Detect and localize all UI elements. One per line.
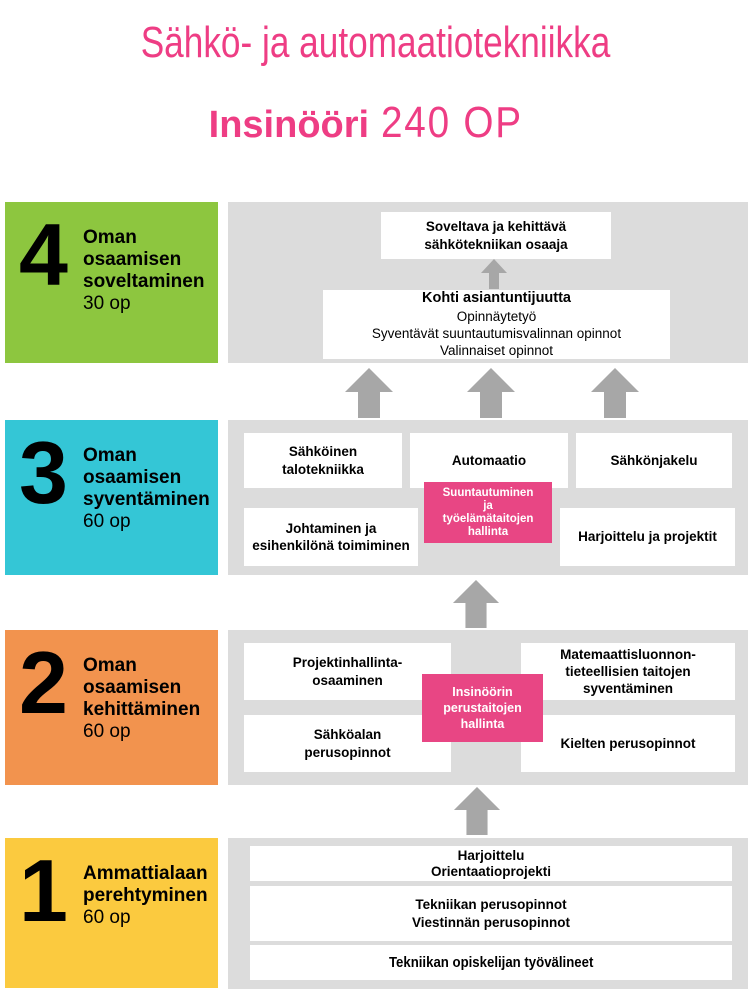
level-2-title: Oman osaamisen kehittäminen 60 op xyxy=(83,655,201,742)
course-box-kielten-perusopinnot: Kielten perusopinnot xyxy=(521,715,735,772)
level-1-title: Ammattialaan perehtyminen 60 op xyxy=(83,863,208,928)
level-4-credits: 30 op xyxy=(83,293,131,314)
level-1-panel xyxy=(228,838,748,989)
level-2-credits: 60 op xyxy=(83,721,131,742)
highlight-box-insinoorin-perustaidot: Insinöörin perustaitojen hallinta xyxy=(422,674,543,742)
course-box-harjoittelu-orientaatio: Harjoittelu Orientaatioprojekti xyxy=(250,846,732,881)
level-4-title: Oman osaamisen soveltaminen 30 op xyxy=(83,227,205,314)
subtitle-degree: Insinööri xyxy=(208,104,370,146)
course-box-sahkonjakelu: Sähkönjakelu xyxy=(576,433,732,488)
level-2-panel xyxy=(228,630,748,785)
up-arrow-icon xyxy=(452,580,500,628)
level-4-block xyxy=(5,202,218,363)
course-box-matemaattisluonnontieteelliset: Matemaattisluonnon- tieteellisien taitojen syventäminen xyxy=(521,643,735,700)
level-2-number: 2 xyxy=(19,633,68,732)
level-3-number: 3 xyxy=(19,423,68,522)
page-title: Sähkö- ja automaatiotekniikka xyxy=(140,18,611,67)
up-arrow-icon xyxy=(345,368,393,418)
level-2-block xyxy=(5,630,218,785)
course-box-sahkoalan-perusopinnot: Sähköalan perusopinnot xyxy=(244,715,451,772)
course-box-sahkoinen-talotekniikka: Sähköinen talotekniikka xyxy=(244,433,402,488)
level-4-number: 4 xyxy=(19,205,68,304)
up-arrow-icon xyxy=(467,368,515,418)
level-3-block xyxy=(5,420,218,575)
course-box-tekniikan-viestinnan: Tekniikan perusopinnot Viestinnän perusopinnot xyxy=(250,886,732,941)
level-1-credits: 60 op xyxy=(83,907,131,928)
level-4-panel xyxy=(228,202,748,363)
up-arrow-icon xyxy=(481,259,507,289)
course-box-johtaminen: Johtaminen ja esihenkilönä toimiminen xyxy=(244,508,418,566)
up-arrow-icon xyxy=(453,787,501,835)
level-1-number: 1 xyxy=(19,841,68,940)
page-subtitle xyxy=(0,98,751,148)
level-3-title: Oman osaamisen syventäminen 60 op xyxy=(83,445,210,532)
course-box-tyovalineet: Tekniikan opiskelijan työvälineet xyxy=(250,945,732,980)
level-1-block xyxy=(5,838,218,988)
course-box-goal: Soveltava ja kehittävä sähkötekniikan osaaja xyxy=(381,212,611,259)
course-box-projektinhallinta: Projektinhallinta- osaaminen xyxy=(244,643,451,700)
up-arrow-icon xyxy=(591,368,639,418)
level-3-credits: 60 op xyxy=(83,511,131,532)
subtitle-credits: 240 OP xyxy=(381,98,523,147)
highlight-box-suuntautuminen: Suuntautuminen ja työelämätaitojen hallinta xyxy=(424,482,552,543)
course-box-automaatio: Automaatio xyxy=(410,433,568,488)
level-3-panel xyxy=(228,420,748,575)
course-box-kohti-asiantuntijuutta: Kohti asiantuntijuutta Opinnäytetyö Syventävät suuntautumisvalinnan opinnot Valinnaiset opinnot xyxy=(323,290,670,359)
course-box-harjoittelu-projektit: Harjoittelu ja projektit xyxy=(560,508,735,566)
